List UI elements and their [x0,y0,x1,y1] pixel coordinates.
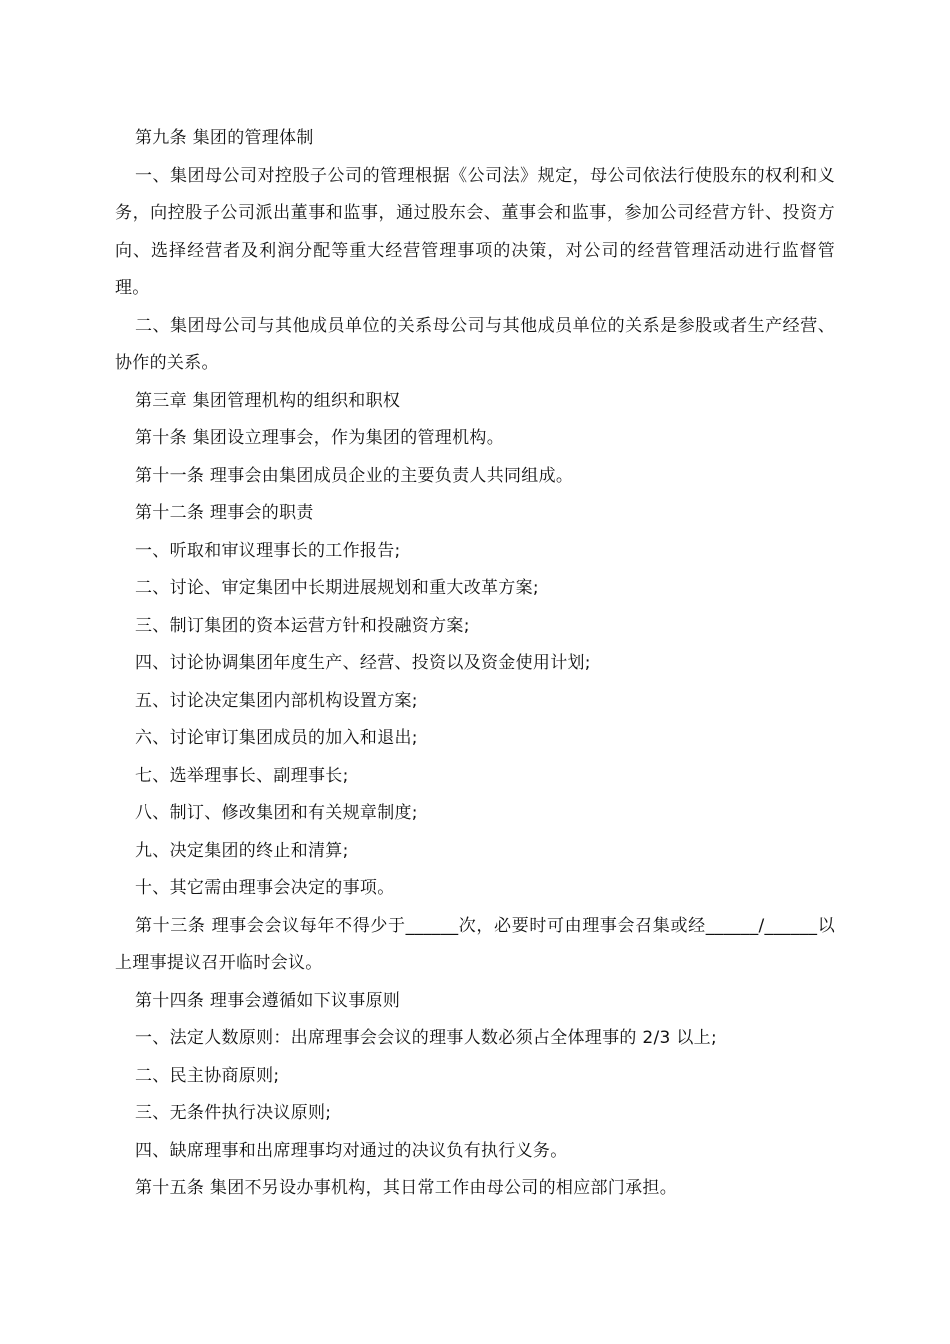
article-14-item-4: 四、缺席理事和出席理事均对通过的决议负有执行义务。 [135,1140,568,1161]
article-12-item-7: 七、选举理事长、副理事长; [135,765,349,786]
article-14-item-1: 一、法定人数原则：出席理事会会议的理事人数必须占全体理事的 2/3 以上; [135,1028,717,1048]
article-14-item-2: 二、民主协商原则; [135,1065,280,1086]
article-11: 第十一条 理事会由集团成员企业的主要负责人共同组成。 [135,465,574,486]
article-14-heading: 第十四条 理事会遵循如下议事原则 [135,990,401,1011]
article-9-heading: 第九条 集团的管理体制 [135,128,314,148]
article-12-item-4: 四、讨论协调集团年度生产、经营、投资以及资金使用计划; [135,653,591,673]
article-13: 第十三条 理事会会议每年不得少于______次，必要时可由理事会召集或经______/______以上理事提议召开临时会议。 [115,915,835,973]
article-12-item-2: 二、讨论、审定集团中长期进展规划和重大改革方案; [135,578,539,598]
article-10: 第十条 集团设立理事会，作为集团的管理机构。 [135,428,505,448]
article-12-item-5: 五、讨论决定集团内部机构设置方案; [135,690,418,711]
article-12-item-10: 十、其它需由理事会决定的事项。 [135,878,395,898]
article-12-heading: 第十二条 理事会的职责 [135,503,314,523]
article-12-item-9: 九、决定集团的终止和清算; [135,840,349,861]
article-12-item-6: 六、讨论审订集团成员的加入和退出; [135,728,418,748]
document-body [115,120,835,1208]
article-9-item-1: 一、集团母公司对控股子公司的管理根据《公司法》规定，母公司依法行使股东的权利和义务，向控股子公司派出董事和监事，通过股东会、董事会和监事，参加公司经营方针、投资方向、选择经营者及利润分配等重大经营管理事项的决策，对公司的经营管理活动进行监督管理。 [115,165,835,298]
article-14-item-3: 三、无条件执行决议原则; [135,1103,332,1123]
article-12-item-3: 三、制订集团的资本运营方针和投融资方案; [135,615,470,636]
article-15: 第十五条 集团不另设办事机构，其日常工作由母公司的相应部门承担。 [135,1178,678,1198]
article-12-item-1: 一、听取和审议理事长的工作报告; [135,540,401,561]
article-12-item-8: 八、制订、修改集团和有关规章制度; [135,803,418,823]
article-9-item-2: 二、集团母公司与其他成员单位的关系母公司与其他成员单位的关系是参股或者生产经营、协作的关系。 [115,315,835,373]
chapter-3-heading: 第三章 集团管理机构的组织和职权 [135,390,401,411]
